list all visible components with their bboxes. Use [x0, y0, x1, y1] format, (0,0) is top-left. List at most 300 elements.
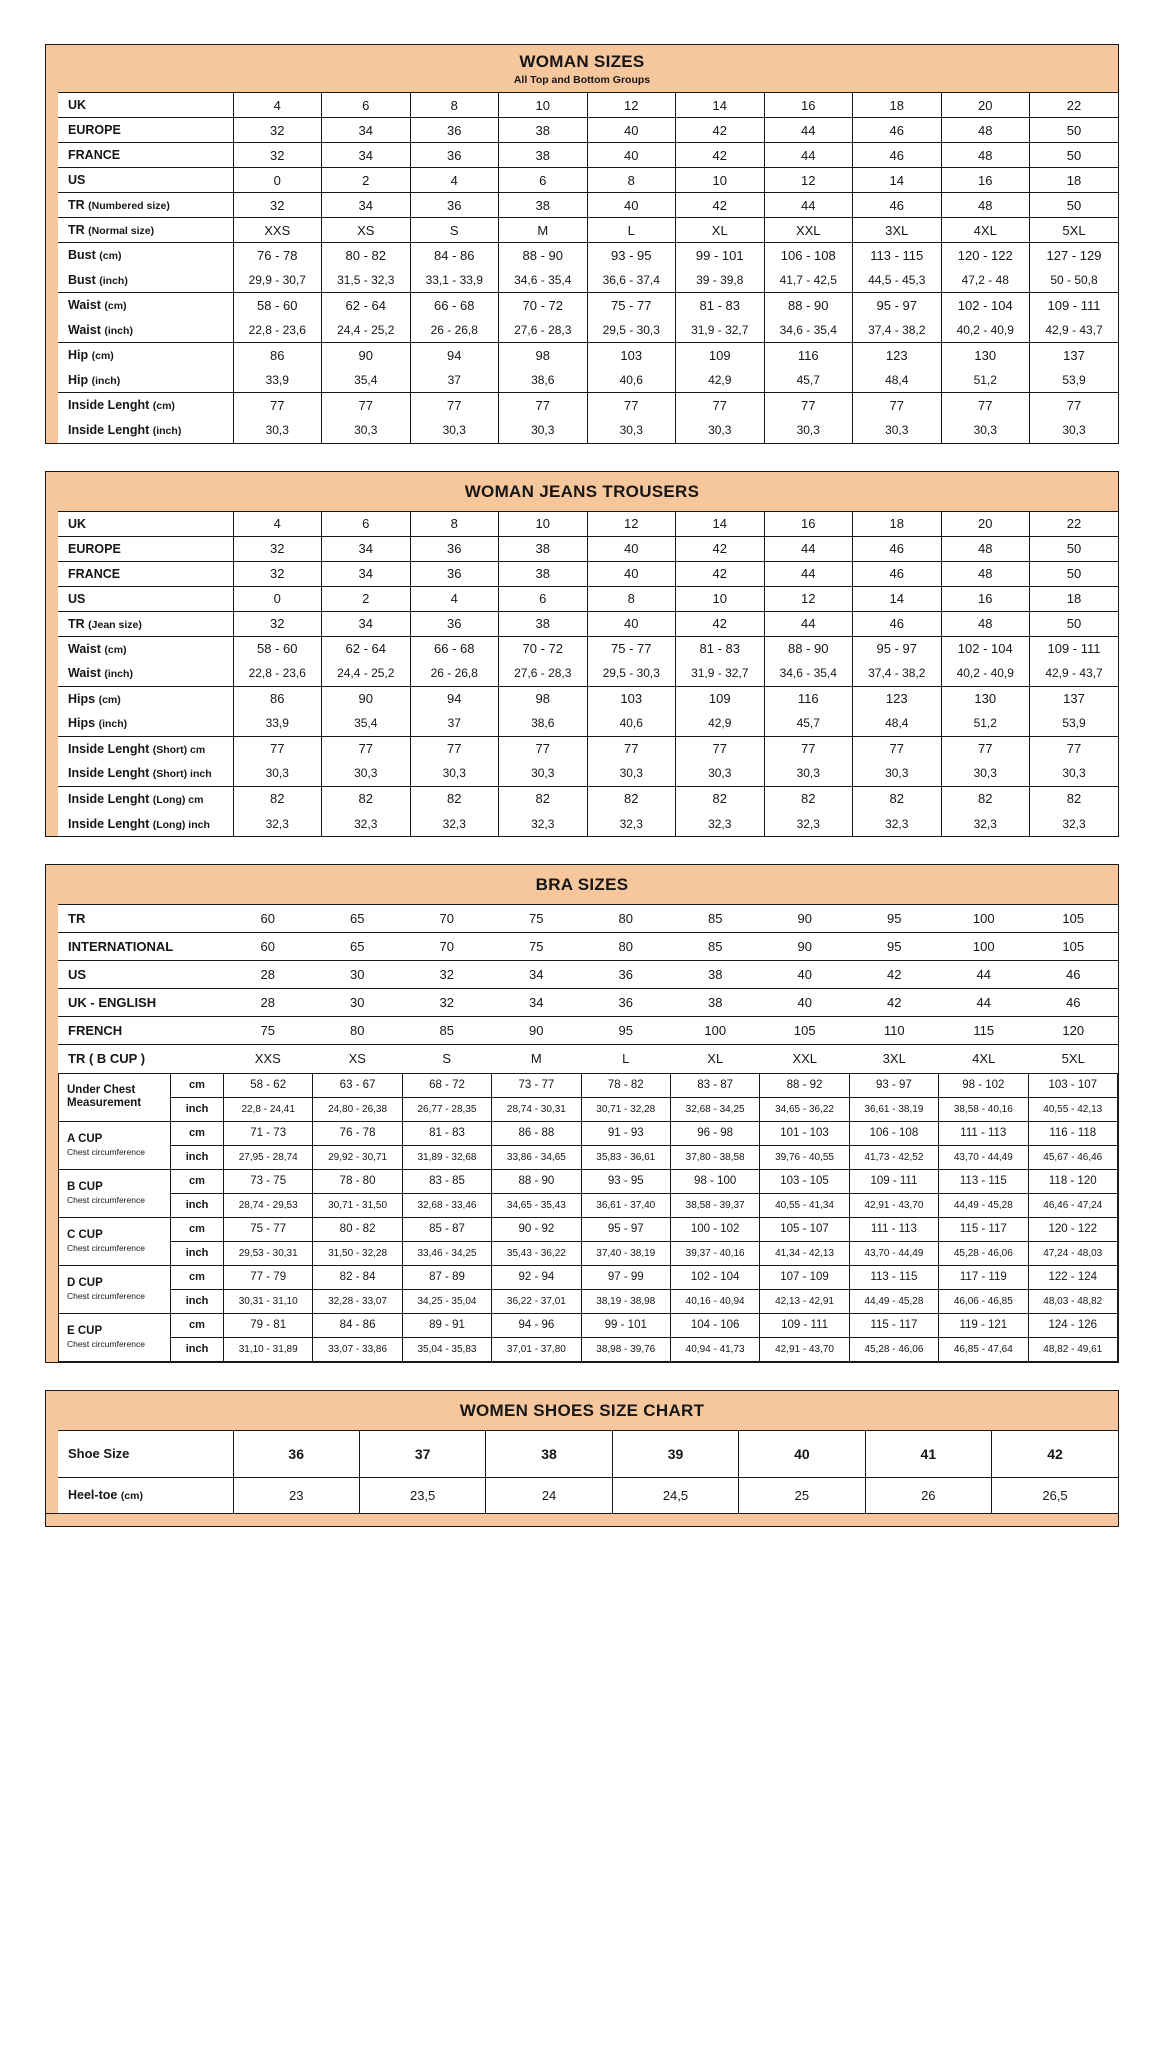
value-cell: 88 - 90: [492, 1169, 581, 1193]
row-label-qualifier: (Normal size): [88, 225, 155, 237]
table-title: WOMEN SHOES SIZE CHART: [459, 1400, 705, 1420]
value-cell: 110: [850, 1017, 940, 1045]
value-cell: 42,9: [676, 368, 765, 393]
row-label-text: EUROPE: [68, 123, 121, 137]
value-cell: 41: [865, 1430, 991, 1477]
value-cell: 76 - 78: [313, 1121, 402, 1145]
value-cell: 115: [939, 1017, 1029, 1045]
value-cell: 32: [233, 193, 322, 218]
value-cell: 70 - 72: [499, 293, 588, 318]
bra-conversion-grid: [58, 904, 1118, 1073]
table-row: [58, 193, 1118, 218]
value-cell: 77: [1030, 393, 1119, 418]
value-cell: 35,04 - 35,83: [402, 1337, 491, 1361]
value-cell: 105: [1062, 911, 1085, 926]
table-body: [46, 92, 1118, 443]
value-cell: 37: [410, 368, 499, 393]
value-cell: 98: [499, 686, 588, 711]
row-label: [58, 243, 233, 268]
value-cell: XL: [676, 218, 765, 243]
table-row: [59, 1169, 1118, 1193]
value-cell: XS: [322, 218, 411, 243]
value-cell: 39,37 - 40,16: [670, 1241, 759, 1265]
row-label-text: US: [68, 967, 87, 982]
value-cell: 45,28 - 46,06: [849, 1337, 938, 1361]
value-cell: 10: [676, 586, 765, 611]
unit-label: cm: [171, 1217, 224, 1241]
value-cell: 94 - 96: [492, 1313, 581, 1337]
row-label-qualifier: (inch): [104, 668, 133, 681]
value-cell: S: [410, 218, 499, 243]
value-cell: 98: [499, 343, 588, 368]
value-cell: 23,5: [359, 1477, 485, 1513]
row-label: [58, 686, 233, 711]
value-cell: 90: [797, 911, 812, 926]
table-content: [58, 1430, 1118, 1514]
value-cell: 16: [764, 93, 853, 118]
shoes-size-grid: [58, 1430, 1118, 1514]
value-cell: 26,77 - 28,35: [402, 1097, 491, 1121]
value-cell: 34,6 - 35,4: [764, 318, 853, 343]
value-cell: 48,82 - 49,61: [1028, 1337, 1117, 1361]
value-cell: 82: [233, 786, 322, 811]
value-cell: 77: [499, 393, 588, 418]
value-cell: 4XL: [941, 218, 1030, 243]
value-cell: 38: [499, 611, 588, 636]
value-cell: 30,3: [1030, 418, 1119, 443]
value-cell: 77: [587, 736, 676, 761]
cup-group-name: B CUP: [67, 1180, 103, 1193]
row-label: [58, 961, 223, 989]
value-cell: 30,3: [941, 418, 1030, 443]
row-label-text: Inside Lenght: [68, 791, 150, 806]
unit-label: inch: [171, 1145, 224, 1169]
value-cell: 32,28 - 33,07: [313, 1289, 402, 1313]
value-cell: XXS: [223, 1045, 313, 1073]
value-cell: 32,68 - 33,46: [402, 1193, 491, 1217]
value-cell: 14: [853, 168, 942, 193]
table-row: [59, 1193, 1118, 1217]
value-cell: 78 - 80: [313, 1169, 402, 1193]
value-cell: 12: [764, 586, 853, 611]
value-cell: 109 - 111: [849, 1169, 938, 1193]
value-cell: 16: [941, 586, 1030, 611]
cup-group-name: E CUP: [67, 1324, 103, 1337]
cup-group-label: [59, 1313, 171, 1361]
value-cell: 38: [499, 536, 588, 561]
value-cell: 32,68 - 34,25: [670, 1097, 759, 1121]
value-cell: 82: [676, 786, 765, 811]
row-label-text: UK: [68, 98, 87, 112]
value-cell: 14: [676, 93, 765, 118]
value-cell: 18: [853, 93, 942, 118]
value-cell: 30,3: [322, 418, 411, 443]
value-cell: 70 - 72: [499, 636, 588, 661]
value-cell: 32,3: [853, 811, 942, 836]
value-cell: XXL: [764, 218, 853, 243]
value-cell: 44,49 - 45,28: [849, 1289, 938, 1313]
value-cell: 77: [410, 393, 499, 418]
value-cell: 48,03 - 48,82: [1028, 1289, 1117, 1313]
value-cell: 123: [853, 343, 942, 368]
value-cell: 30: [313, 961, 403, 989]
value-cell: 0: [233, 586, 322, 611]
row-label: [58, 711, 233, 736]
value-cell: 31,5 - 32,3: [322, 268, 411, 293]
value-cell: M: [499, 218, 588, 243]
row-label: [58, 636, 233, 661]
unit-label: cm: [171, 1265, 224, 1289]
table-row: [59, 1337, 1118, 1361]
value-cell: 42: [676, 193, 765, 218]
value-cell: 36: [410, 536, 499, 561]
table-row: [58, 118, 1118, 143]
value-cell: 93 - 95: [581, 1169, 670, 1193]
value-cell: 60: [223, 933, 313, 961]
unit-label: cm: [171, 1073, 224, 1097]
value-cell: 82 - 84: [313, 1265, 402, 1289]
value-cell: 24,4 - 25,2: [322, 661, 411, 686]
value-cell: 80: [581, 933, 671, 961]
value-cell: 113 - 115: [849, 1265, 938, 1289]
value-cell: 75 - 77: [224, 1217, 313, 1241]
row-label: [58, 1045, 223, 1073]
value-cell: 26 - 26,8: [410, 661, 499, 686]
value-cell: 70: [402, 933, 492, 961]
value-cell: 95 - 97: [853, 636, 942, 661]
value-cell: 8: [587, 168, 676, 193]
value-cell: 50: [1030, 561, 1119, 586]
value-cell: 32,3: [410, 811, 499, 836]
value-cell: 50: [1030, 536, 1119, 561]
table-row: [58, 1045, 1118, 1073]
table-row: [58, 905, 1118, 933]
value-cell: 48,4: [853, 711, 942, 736]
value-cell: S: [402, 1045, 492, 1073]
value-cell: 30,31 - 31,10: [224, 1289, 313, 1313]
unit-label: inch: [171, 1097, 224, 1121]
value-cell: 28: [223, 989, 313, 1017]
value-cell: 46: [853, 611, 942, 636]
value-cell: 77: [941, 736, 1030, 761]
value-cell: 27,6 - 28,3: [499, 318, 588, 343]
row-label-qualifier: (cm): [91, 350, 114, 363]
table-row: [58, 511, 1118, 536]
value-cell: 77: [233, 736, 322, 761]
value-cell: 38,98 - 39,76: [581, 1337, 670, 1361]
table-row: [58, 786, 1118, 811]
value-cell: 77: [322, 393, 411, 418]
row-label-text: Bust: [68, 272, 96, 287]
row-label-qualifier: (cm): [104, 300, 127, 313]
value-cell: 37: [359, 1430, 485, 1477]
value-cell: 38,6: [499, 711, 588, 736]
value-cell: 88 - 92: [760, 1073, 849, 1097]
value-cell: 42: [992, 1430, 1118, 1477]
row-label-qualifier: (inch): [152, 425, 182, 437]
unit-label: cm: [171, 1121, 224, 1145]
value-cell: 33,9: [233, 368, 322, 393]
value-cell: 109: [676, 343, 765, 368]
table-row: [58, 343, 1118, 368]
table-content: [58, 92, 1118, 443]
value-cell: 70: [439, 911, 454, 926]
value-cell: 44: [764, 193, 853, 218]
value-cell: 46: [1029, 989, 1119, 1017]
value-cell: 82: [764, 786, 853, 811]
table-row: [58, 168, 1118, 193]
value-cell: 81 - 83: [676, 636, 765, 661]
value-cell: 46,46 - 47,24: [1028, 1193, 1117, 1217]
value-cell: 77: [499, 736, 588, 761]
value-cell: 103 - 105: [760, 1169, 849, 1193]
row-label-qualifier: (inch): [104, 324, 133, 337]
table-row: [59, 1073, 1118, 1097]
row-label-text: FRANCE: [68, 148, 121, 162]
row-label-text: TR: [68, 198, 85, 212]
value-cell: 32,3: [322, 811, 411, 836]
unit-label: inch: [171, 1193, 224, 1217]
value-cell: 76 - 78: [233, 243, 322, 268]
value-cell: 30,3: [322, 761, 411, 786]
table-row: [59, 1289, 1118, 1313]
value-cell: 12: [587, 93, 676, 118]
value-cell: 111 - 113: [849, 1217, 938, 1241]
value-cell: 24: [486, 1477, 612, 1513]
row-label-text: Inside Lenght: [68, 816, 150, 831]
value-cell: 24,80 - 26,38: [313, 1097, 402, 1121]
value-cell: 48: [941, 536, 1030, 561]
woman-sizes-table: [45, 44, 1119, 444]
value-cell: 80 - 82: [313, 1217, 402, 1241]
value-cell: 113 - 115: [853, 243, 942, 268]
value-cell: 82: [410, 786, 499, 811]
value-cell: 32,3: [499, 811, 588, 836]
cup-group-sublabel: Chest circumference: [67, 1147, 145, 1158]
value-cell: 30,3: [233, 418, 322, 443]
row-label-text: FRANCE: [68, 566, 121, 581]
value-cell: 82: [499, 786, 588, 811]
value-cell: 40: [587, 118, 676, 143]
value-cell: 94: [410, 686, 499, 711]
value-cell: 40,94 - 41,73: [670, 1337, 759, 1361]
value-cell: 50: [1030, 143, 1119, 168]
value-cell: 100 - 102: [670, 1217, 759, 1241]
value-cell: 77: [941, 393, 1030, 418]
value-cell: 10: [499, 511, 588, 536]
value-cell: 50: [1030, 118, 1119, 143]
value-cell: 78 - 82: [581, 1073, 670, 1097]
value-cell: 3XL: [853, 218, 942, 243]
value-cell: 14: [853, 586, 942, 611]
value-cell: 96 - 98: [670, 1121, 759, 1145]
value-cell: 75 - 77: [587, 293, 676, 318]
value-cell: 8: [410, 511, 499, 536]
value-cell: L: [587, 218, 676, 243]
table-row: [58, 93, 1118, 118]
row-label: [58, 143, 233, 168]
value-cell: 43,70 - 44,49: [939, 1145, 1028, 1169]
value-cell: 87 - 89: [402, 1265, 491, 1289]
value-cell: 100: [939, 933, 1029, 961]
value-cell: 36,61 - 38,19: [849, 1097, 938, 1121]
table-row: [58, 661, 1118, 686]
value-cell: 40: [587, 611, 676, 636]
value-cell: 30,71 - 32,28: [581, 1097, 670, 1121]
value-cell: 33,9: [233, 711, 322, 736]
value-cell: 95 - 97: [581, 1217, 670, 1241]
value-cell: 44: [764, 561, 853, 586]
value-cell: 40,16 - 40,94: [670, 1289, 759, 1313]
value-cell: 36: [410, 118, 499, 143]
value-cell: 30,3: [853, 418, 942, 443]
value-cell: 66 - 68: [410, 636, 499, 661]
row-label-text: Waist: [68, 298, 101, 313]
value-cell: 16: [764, 511, 853, 536]
row-label-text: Hip: [68, 348, 89, 363]
value-cell: 88 - 90: [764, 636, 853, 661]
value-cell: 95 - 97: [853, 293, 942, 318]
value-cell: 45,67 - 46,46: [1028, 1145, 1117, 1169]
value-cell: 120: [1029, 1017, 1119, 1045]
value-cell: 40,6: [587, 711, 676, 736]
value-cell: 77: [410, 736, 499, 761]
value-cell: 4: [233, 511, 322, 536]
value-cell: 31,10 - 31,89: [224, 1337, 313, 1361]
value-cell: 28,74 - 30,31: [492, 1097, 581, 1121]
table-title: WOMAN JEANS TROUSERS: [464, 481, 700, 501]
value-cell: 99 - 101: [581, 1313, 670, 1337]
value-cell: 53,9: [1030, 711, 1119, 736]
value-cell: 30,3: [676, 761, 765, 786]
table-row: [58, 418, 1118, 443]
cup-group-name: Under Chest Measurement: [67, 1083, 142, 1109]
value-cell: 31,50 - 32,28: [313, 1241, 402, 1265]
value-cell: 35,43 - 36,22: [492, 1241, 581, 1265]
value-cell: 41,34 - 42,13: [760, 1241, 849, 1265]
value-cell: 28: [223, 961, 313, 989]
row-label-qualifier: (inch): [99, 274, 128, 287]
value-cell: 81 - 83: [402, 1121, 491, 1145]
value-cell: 38,6: [499, 368, 588, 393]
value-cell: 81 - 83: [676, 293, 765, 318]
value-cell: 116: [764, 686, 853, 711]
table-row: [59, 1097, 1118, 1121]
value-cell: 106 - 108: [764, 243, 853, 268]
value-cell: 44: [764, 118, 853, 143]
unit-label: inch: [171, 1241, 224, 1265]
value-cell: 84 - 86: [313, 1313, 402, 1337]
value-cell: 46: [853, 561, 942, 586]
value-cell: 42: [676, 143, 765, 168]
value-cell: 77: [676, 393, 765, 418]
value-cell: 34,65 - 36,22: [760, 1097, 849, 1121]
value-cell: 2: [322, 168, 411, 193]
value-cell: 80: [618, 911, 633, 926]
value-cell: 32: [233, 611, 322, 636]
row-label: [58, 118, 233, 143]
table-row: [59, 1217, 1118, 1241]
table-row: [58, 933, 1118, 961]
value-cell: 35,83 - 36,61: [581, 1145, 670, 1169]
row-label-text: FRENCH: [68, 1023, 123, 1038]
value-cell: 30,3: [1030, 761, 1119, 786]
value-cell: 85 - 87: [402, 1217, 491, 1241]
table-row: [58, 293, 1118, 318]
value-cell: 36: [581, 989, 671, 1017]
value-cell: 101 - 103: [760, 1121, 849, 1145]
value-cell: 30,3: [676, 418, 765, 443]
value-cell: 0: [233, 168, 322, 193]
value-cell: 39: [612, 1430, 738, 1477]
value-cell: M: [492, 1045, 582, 1073]
value-cell: 90: [322, 686, 411, 711]
row-label-text: Heel-toe: [68, 1488, 118, 1503]
row-label-qualifier: (cm): [99, 250, 122, 263]
value-cell: 48,4: [853, 368, 942, 393]
row-label-qualifier: (cm): [98, 693, 121, 706]
table-row: [58, 686, 1118, 711]
value-cell: 80 - 82: [322, 243, 411, 268]
value-cell: 99 - 101: [676, 243, 765, 268]
table-title: WOMAN SIZES: [519, 52, 645, 71]
table-row: [59, 1241, 1118, 1265]
row-label: [58, 661, 233, 686]
value-cell: 32,3: [764, 811, 853, 836]
value-cell: 47,24 - 48,03: [1028, 1241, 1117, 1265]
value-cell: 28,74 - 29,53: [224, 1193, 313, 1217]
row-label-text: Bust: [68, 248, 96, 263]
value-cell: 32: [402, 961, 492, 989]
row-label: [58, 1017, 223, 1045]
value-cell: 44: [764, 143, 853, 168]
value-cell: 44,49 - 45,28: [939, 1193, 1028, 1217]
value-cell: 34,25 - 35,04: [402, 1289, 491, 1313]
value-cell: 92 - 94: [492, 1265, 581, 1289]
table-row: [58, 218, 1118, 243]
value-cell: 40: [587, 143, 676, 168]
value-cell: 32,3: [233, 811, 322, 836]
table-row: [58, 1430, 1118, 1477]
table-row: [58, 1477, 1118, 1513]
value-cell: 85: [671, 933, 761, 961]
value-cell: 41,73 - 42,52: [849, 1145, 938, 1169]
value-cell: 33,86 - 34,65: [492, 1145, 581, 1169]
value-cell: 10: [676, 168, 765, 193]
value-cell: 36: [410, 143, 499, 168]
value-cell: 40: [587, 536, 676, 561]
row-label-text: Hips: [68, 691, 96, 706]
value-cell: 77: [676, 736, 765, 761]
table-row: [58, 368, 1118, 393]
value-cell: 102 - 104: [941, 293, 1030, 318]
value-cell: 24,5: [612, 1477, 738, 1513]
value-cell: 98 - 102: [939, 1073, 1028, 1097]
row-label: [58, 93, 233, 118]
value-cell: 109 - 111: [1030, 636, 1119, 661]
table-row: [58, 811, 1118, 836]
value-cell: 48: [941, 118, 1030, 143]
value-cell: 42,9 - 43,7: [1030, 318, 1119, 343]
value-cell: 44,5 - 45,3: [853, 268, 942, 293]
value-cell: 58 - 62: [224, 1073, 313, 1097]
unit-label: inch: [171, 1337, 224, 1361]
value-cell: 10: [499, 93, 588, 118]
value-cell: 14: [676, 511, 765, 536]
table-row: [58, 143, 1118, 168]
accent-left-strip: [46, 92, 58, 443]
row-label-text: US: [68, 173, 86, 187]
